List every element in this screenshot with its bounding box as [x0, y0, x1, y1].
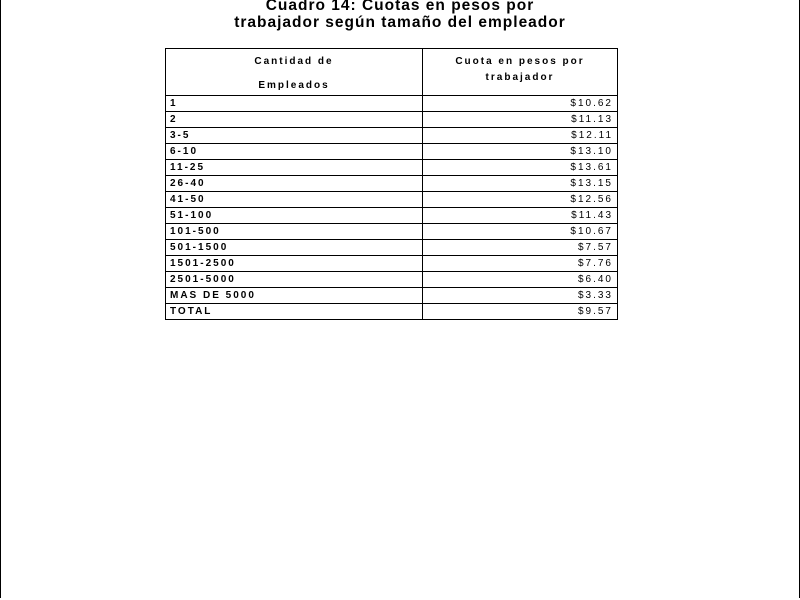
table-row	[166, 272, 618, 288]
table-row	[166, 240, 618, 256]
row-value: $6.40	[423, 272, 618, 288]
row-category: 6-10	[166, 144, 423, 160]
header-quota	[423, 49, 618, 96]
row-value: $12.56	[423, 192, 618, 208]
quota-table	[165, 48, 618, 320]
table-row	[166, 256, 618, 272]
row-value: $13.10	[423, 144, 618, 160]
title-line-2: trabajador según tamaño del empleador	[234, 14, 566, 31]
row-category: 2	[166, 112, 423, 128]
title-line-1: Cuadro 14: Cuotas en pesos por	[265, 0, 535, 14]
table-row	[166, 144, 618, 160]
table-row	[166, 176, 618, 192]
header-quota-line-2: trabajador	[485, 72, 555, 83]
table-row	[166, 224, 618, 240]
header-employees-line-2: Empleados	[258, 80, 330, 91]
row-value: $7.57	[423, 240, 618, 256]
row-value: $7.76	[423, 256, 618, 272]
header-employees	[166, 49, 423, 96]
table-row	[166, 112, 618, 128]
row-value: $10.62	[423, 96, 618, 112]
row-category: 1501-2500	[166, 256, 423, 272]
row-value: $10.67	[423, 224, 618, 240]
row-category: 41-50	[166, 192, 423, 208]
row-category: 11-25	[166, 160, 423, 176]
row-value: $12.11	[423, 128, 618, 144]
table-row	[166, 160, 618, 176]
table-header-row	[166, 49, 618, 96]
table-row-total	[166, 304, 618, 320]
row-value: $13.61	[423, 160, 618, 176]
total-value: $9.57	[423, 304, 618, 320]
header-employees-line-1: Cantidad de	[254, 56, 334, 67]
table-row	[166, 288, 618, 304]
row-value: $11.43	[423, 208, 618, 224]
header-quota-line-1: Cuota en pesos por	[455, 56, 585, 67]
total-label: TOTAL	[166, 304, 423, 320]
table-row	[166, 208, 618, 224]
row-category: 101-500	[166, 224, 423, 240]
row-category: 501-1500	[166, 240, 423, 256]
row-value: $13.15	[423, 176, 618, 192]
row-category: 51-100	[166, 208, 423, 224]
table-row	[166, 96, 618, 112]
table-row	[166, 128, 618, 144]
row-value: $3.33	[423, 288, 618, 304]
table-title	[0, 0, 800, 31]
row-category: MAS DE 5000	[166, 288, 423, 304]
row-category: 3-5	[166, 128, 423, 144]
row-value: $11.13	[423, 112, 618, 128]
row-category: 1	[166, 96, 423, 112]
row-category: 2501-5000	[166, 272, 423, 288]
row-category: 26-40	[166, 176, 423, 192]
table-row	[166, 192, 618, 208]
